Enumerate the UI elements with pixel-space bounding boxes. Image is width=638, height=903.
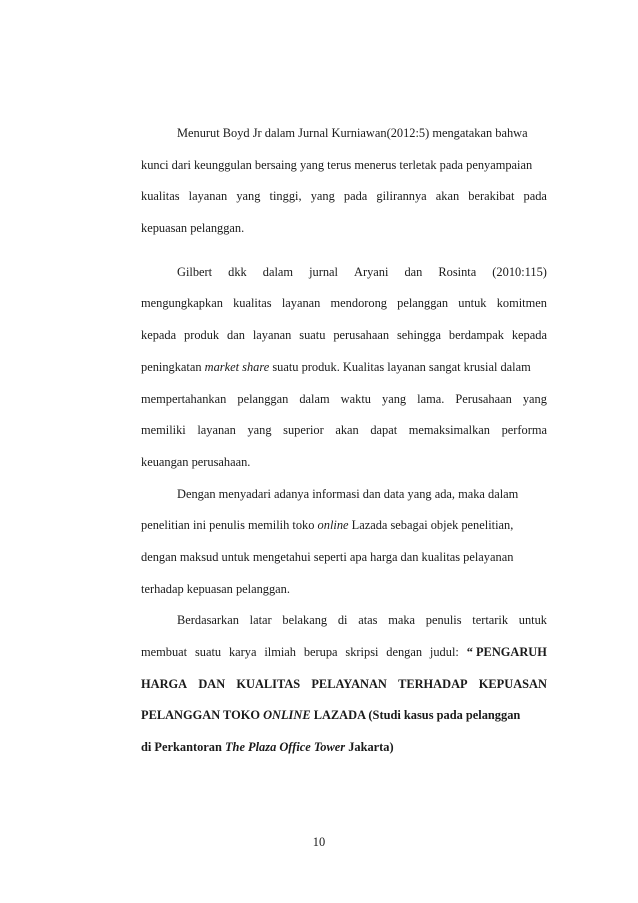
- text-line: [141, 181, 547, 213]
- text-run: kualitas: [233, 296, 272, 311]
- paragraph: [141, 257, 547, 479]
- text-run: layanan: [188, 189, 228, 204]
- paragraph: [141, 118, 547, 245]
- text-run: penelitian ini penulis memilih toko: [141, 518, 318, 533]
- styled-text: TERHADAP: [398, 676, 468, 691]
- styled-text: DAN: [198, 676, 226, 691]
- styled-text: KUALITAS: [236, 676, 301, 691]
- text-line: [141, 150, 547, 182]
- text-run: peningkatan: [141, 359, 205, 374]
- text-run: yang: [247, 423, 272, 438]
- page-number: 10: [312, 835, 326, 849]
- text-run: yang: [522, 391, 547, 406]
- text-run: maka: [388, 613, 416, 628]
- styled-text: “ PENGARUH: [466, 645, 547, 659]
- text-run: performa: [501, 423, 547, 438]
- text-run: jurnal: [309, 264, 338, 279]
- text-run: lama.: [417, 391, 445, 406]
- text-run: mendorong: [330, 296, 387, 311]
- text-run: kualitas: [141, 189, 180, 204]
- styled-text: PELAYANAN: [311, 676, 387, 691]
- text-line: [141, 118, 547, 150]
- text-line: [141, 447, 547, 479]
- text-run: terhadap kepuasan pelanggan.: [141, 581, 290, 596]
- text-line: [141, 700, 547, 732]
- text-run: waktu: [340, 391, 371, 406]
- text-run: latar: [249, 613, 272, 628]
- styled-text: online: [317, 518, 349, 533]
- text-run: suatu: [299, 328, 326, 343]
- text-run: produk: [184, 328, 220, 343]
- text-run: kepada: [511, 328, 547, 343]
- text-run: sehingga: [396, 328, 441, 343]
- styled-text: market share: [204, 359, 270, 374]
- text-run: Dengan menyadari adanya informasi dan data yang ada, maka dalam: [177, 486, 519, 501]
- styled-text: LAZADA (Studi kasus pada pelanggan: [310, 708, 521, 723]
- text-run: memaksimalkan: [408, 423, 490, 438]
- text-run: dan: [227, 328, 245, 343]
- text-run: dengan: [386, 645, 423, 659]
- text-run: perusahaan: [333, 328, 390, 343]
- text-run: Berdasarkan: [177, 613, 239, 628]
- styled-text: ONLINE: [263, 708, 311, 723]
- text-line: [141, 732, 547, 764]
- text-line: [141, 605, 547, 637]
- text-run: dengan maksud untuk mengetahui seperti apa harga dan kualitas pelayanan: [141, 549, 514, 564]
- text-run: layanan: [281, 296, 321, 311]
- text-run: kunci dari keunggulan bersaing yang terus menerus terletak pada penyampaian: [141, 157, 533, 172]
- text-run: Gilbert: [177, 264, 213, 279]
- text-run: dalam: [299, 391, 330, 406]
- paragraph: [141, 479, 547, 606]
- text-run: Aryani: [354, 264, 389, 279]
- text-line: [141, 510, 547, 542]
- text-run: pelanggan: [237, 391, 289, 406]
- text-line: [141, 213, 547, 245]
- text-run: atas: [358, 613, 378, 628]
- text-run: mengungkapkan: [141, 296, 223, 311]
- text-run: kepada: [141, 328, 177, 343]
- paragraph-gap: [141, 245, 547, 257]
- text-run: dan: [404, 264, 423, 279]
- text-run: layanan: [252, 328, 292, 343]
- styled-text: Jakarta): [345, 740, 394, 755]
- text-run: tinggi,: [269, 189, 302, 204]
- styled-text: KEPUASAN: [478, 676, 547, 691]
- text-run: pada: [343, 189, 368, 204]
- text-run: akan: [435, 189, 460, 204]
- text-run: Perusahaan: [455, 391, 512, 406]
- styled-text: di Perkantoran: [141, 740, 225, 755]
- text-run: belakang: [282, 613, 328, 628]
- text-run: di: [337, 613, 348, 628]
- text-run: membuat: [141, 645, 188, 659]
- text-run: memiliki: [141, 423, 186, 438]
- text-line: [141, 257, 547, 289]
- text-run: dalam: [262, 264, 294, 279]
- styled-text: HARGA: [141, 676, 188, 691]
- text-line: [141, 320, 547, 352]
- text-line: [141, 669, 547, 701]
- text-run: Menurut Boyd Jr dalam Jurnal Kurniawan(2012:5) mengatakan bahwa: [177, 126, 528, 140]
- text-run: keuangan perusahaan.: [141, 454, 251, 469]
- text-run: dapat: [370, 423, 398, 438]
- text-run: Rosinta: [438, 264, 477, 279]
- text-run: untuk: [458, 296, 487, 311]
- text-run: judul:: [429, 645, 459, 659]
- text-run: karya: [228, 645, 257, 659]
- text-line: [141, 637, 547, 669]
- text-run: pada: [523, 189, 547, 204]
- text-line: [141, 542, 547, 574]
- text-run: penulis: [425, 613, 462, 628]
- text-line: [141, 352, 547, 384]
- text-run: yang: [310, 189, 335, 204]
- text-run: yang: [236, 189, 261, 204]
- text-run: superior: [283, 423, 324, 438]
- text-run: berupa: [303, 645, 338, 659]
- text-run: komitmen: [496, 296, 547, 311]
- styled-text: PELANGGAN TOKO: [141, 708, 264, 723]
- text-run: suatu produk. Kualitas layanan sangat krusial dalam: [269, 359, 531, 374]
- text-run: ilmiah: [264, 645, 296, 659]
- text-line: [141, 288, 547, 320]
- text-run: suatu: [194, 645, 222, 659]
- text-run: mempertahankan: [141, 391, 227, 406]
- text-run: layanan: [197, 423, 236, 438]
- text-run: akan: [335, 423, 359, 438]
- text-run: berakibat: [468, 189, 515, 204]
- text-run: berdampak: [448, 328, 504, 343]
- text-run: (2010:115): [492, 264, 547, 279]
- text-run: gilirannya: [376, 189, 427, 204]
- text-run: tertarik: [472, 613, 509, 628]
- text-run: dkk: [228, 264, 247, 279]
- text-line: [141, 479, 547, 511]
- text-line: [141, 574, 547, 606]
- text-run: untuk: [518, 613, 547, 628]
- text-line: [141, 384, 547, 416]
- text-run: pelanggan: [397, 296, 449, 311]
- styled-text: The Plaza Office Tower: [224, 740, 346, 755]
- text-line: [141, 415, 547, 447]
- text-run: Lazada sebagai objek penelitian,: [348, 518, 514, 533]
- text-run: kepuasan pelanggan.: [141, 221, 245, 236]
- body-text: [141, 118, 547, 764]
- text-run: skripsi: [345, 645, 379, 659]
- text-run: yang: [382, 391, 407, 406]
- paragraph: [141, 605, 547, 763]
